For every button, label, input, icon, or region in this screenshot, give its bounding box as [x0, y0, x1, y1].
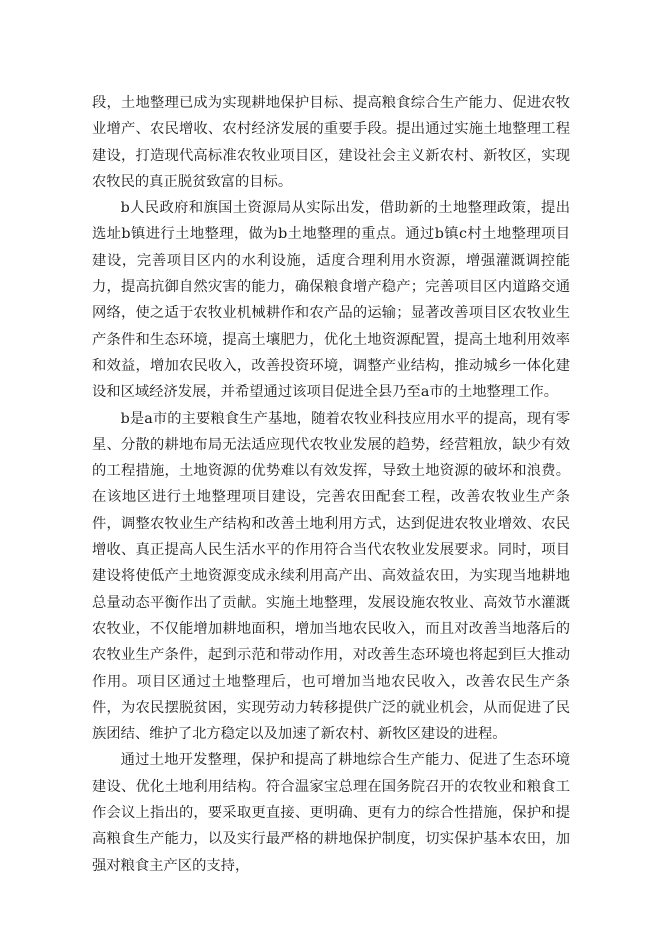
paragraph-1: 段，土地整理已成为实现耕地保护目标、提高粮食综合生产能力、促进农牧业增产、农民增收、农村经济发展的重要手段。提出通过实施土地整理工程建设，打造现代高标准农牧业项目区，建设社会主义新农村、新牧区，实现农牧民的真正脱贫致富的目标。: [92, 95, 570, 190]
paragraph-2: b人民政府和旗国土资源局从实际出发，借助新的土地整理政策，提出选址b镇进行土地整理，做为b土地整理的重点。通过b镇c村土地整理项目建设，完善项目区内的水利设施，适度合理利用水资源，增强灌溉调控能力，提高抗御自然灾害的能力，确保粮食增产稳产；完善项目区内道路交通网络，使之适于农牧业机械耕作和农产品的运输；显著改善项目区农牧业生产条件和生态环境，提高土壤肥力，优化土地资源配置，提高土地利用效率和效益，增加农民收入，改善投资环境，调整产业结构，推动城乡一体化建设和区域经济发展，并希望通过该项目促进全县乃至a市的土地整理工作。: [92, 200, 570, 401]
paragraph-4: 通过土地开发整理，保护和提高了耕地综合生产能力、促进了生态环境建设、优化土地利用结构。符合温家宝总理在国务院召开的农牧业和粮食工作会议上指出的，要采取更直接、更明确、更有力的综合性措施，保护和提高粮食生产能力，以及实行最严格的耕地保护制度，切实保护基本农田，加强对粮食主产区的支持，: [92, 752, 570, 874]
paragraph-3: b是a市的主要粮食生产基地，随着农牧业科技应用水平的提高，现有零星、分散的耕地布局无法适应现代农牧业发展的趋势，经营粗放，缺少有效的工程措施，土地资源的优势难以有效发挥，导致土地资源的破坏和浪费。在该地区进行土地整理项目建设，完善农田配套工程，改善农牧业生产条件，调整农牧业生产结构和改善土地利用方式，达到促进农牧业增效、农民增收、真正提高人民生活水平的作用符合当代农牧业发展要求。同时，项目建设将使低产土地资源变成永续利用高产出、高效益农田，为实现当地耕地总量动态平衡作出了贡献。实施土地整理，发展设施农牧业、高效节水灌溉农牧业，不仅能增加耕地面积，增加当地农民收入，而且对改善当地落后的农牧业生产条件，起到示范和带动作用，对改善生态环境也将起到巨大推动作用。项目区通过土地整理后，也可增加当地农民收入，改善农民生产条件，为农民摆脱贫困，实现劳动力转移提供广泛的就业机会，从而促进了民族团结、维护了北方稳定以及加速了新农村、新牧区建设的进程。: [92, 410, 570, 743]
document-body: [92, 90, 570, 879]
